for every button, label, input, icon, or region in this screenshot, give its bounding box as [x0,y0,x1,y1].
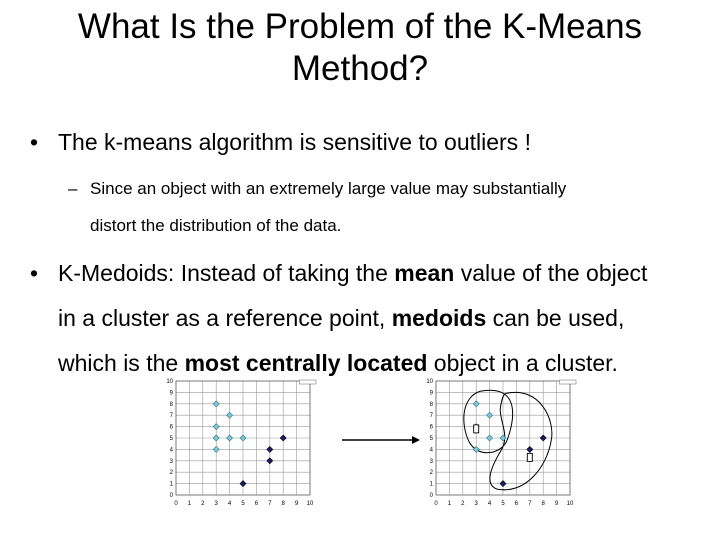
data-point-cluster-a [227,435,233,441]
x-tick-label: 1 [447,501,452,507]
data-point-cluster-b [527,446,533,452]
cluster-boundary-b [490,392,552,489]
x-tick-label: 2 [461,501,465,507]
medoid-point [527,453,532,461]
kmedoids-text-5: which is the [58,350,185,376]
data-point-cluster-b [267,446,273,452]
data-point-cluster-b [280,435,286,441]
data-point-cluster-b [500,481,506,487]
y-tick-label: 5 [169,436,173,442]
kmedoids-text-1: K-Medoids: Instead of taking the [58,260,395,286]
x-tick-label: 4 [487,501,492,507]
y-tick-label: 10 [166,379,173,385]
kmedoids-text-6: object in a cluster. [427,350,618,376]
x-tick-label: 3 [214,501,218,507]
data-point-cluster-a [213,424,219,430]
bullet-marker: • [30,260,39,286]
y-tick-label: 6 [169,424,173,431]
x-tick-label: 3 [474,501,478,507]
y-tick-label: 10 [426,379,433,385]
slide-title-line2: Method? [291,49,429,88]
kmedoids-text-4: can be used, [486,305,625,331]
y-tick-label: 0 [169,493,173,499]
x-tick-label: 6 [254,501,259,507]
kmedoids-text-2: value of the object [454,260,648,286]
kmedoids-bold-central: most centrally located [184,350,428,376]
x-tick-label: 10 [306,501,314,507]
data-point-cluster-a [213,401,219,407]
y-tick-label: 9 [169,390,173,397]
bullet-marker: • [30,129,39,155]
scatter-chart-kmeans [160,375,330,515]
kmedoids-bold-medoids: medoids [391,305,487,331]
bullet-outliers [30,120,531,165]
x-tick-label: 9 [554,501,559,507]
y-tick-label: 4 [429,447,433,454]
data-point-cluster-b [240,481,246,487]
y-tick-label: 4 [169,447,173,454]
y-tick-label: 9 [429,390,433,397]
sub-bullet-line1: Since an object with an extremely large value may substantially [90,179,567,198]
data-point-cluster-a [473,401,479,407]
x-tick-label: 8 [281,501,285,507]
transition-arrow [340,430,420,450]
x-tick-label: 0 [174,501,178,507]
y-tick-label: 3 [429,458,433,465]
y-tick-label: 3 [169,458,173,465]
y-tick-label: 5 [429,436,433,442]
x-tick-label: 7 [528,501,532,507]
scatter-chart-kmedoids [420,375,590,515]
x-tick-label: 6 [514,501,519,507]
data-point-cluster-a [240,435,246,441]
kmedoids-text-3: in a cluster as a reference point, [58,305,392,331]
legend-box [299,380,316,384]
y-tick-label: 2 [429,470,433,477]
y-tick-label: 1 [429,481,433,488]
slide-title-line1: What Is the Problem of the K-Means [77,7,643,46]
sub-bullet-line2: distort the distribution of the data. [90,216,342,235]
x-tick-label: 7 [268,501,272,507]
x-tick-label: 0 [434,501,438,507]
x-tick-label: 10 [566,501,574,507]
bullet-text: The k-means algorithm is sensitive to outliers ! [58,129,531,155]
data-point-cluster-a [487,435,493,441]
y-tick-label: 7 [429,413,433,420]
slide-title [0,6,720,90]
cluster-boundary-a [464,390,513,452]
y-tick-label: 2 [169,470,173,477]
data-point-cluster-a [487,412,493,418]
data-point-cluster-a [213,446,219,452]
sub-bullet-reason [68,170,567,244]
x-tick-label: 5 [501,501,505,507]
y-tick-label: 6 [429,424,433,431]
y-tick-label: 8 [169,401,173,408]
data-point-cluster-a [213,435,219,441]
medoid-point [474,425,479,433]
y-tick-label: 8 [429,401,433,408]
x-tick-label: 8 [541,501,545,507]
kmedoids-bold-mean: mean [394,260,455,286]
y-tick-label: 0 [429,493,433,499]
data-point-cluster-b [267,458,273,464]
data-point-cluster-b [540,435,546,441]
sub-bullet-marker: – [68,179,78,198]
x-tick-label: 1 [187,501,192,507]
x-tick-label: 2 [201,501,205,507]
legend-box [559,380,576,384]
x-tick-label: 5 [241,501,245,507]
y-tick-label: 1 [169,481,173,488]
x-tick-label: 4 [227,501,232,507]
x-tick-label: 9 [294,501,299,507]
data-point-cluster-a [227,412,233,418]
bullet-kmedoids [30,251,648,386]
y-tick-label: 7 [169,413,173,420]
arrow-head [412,436,420,444]
